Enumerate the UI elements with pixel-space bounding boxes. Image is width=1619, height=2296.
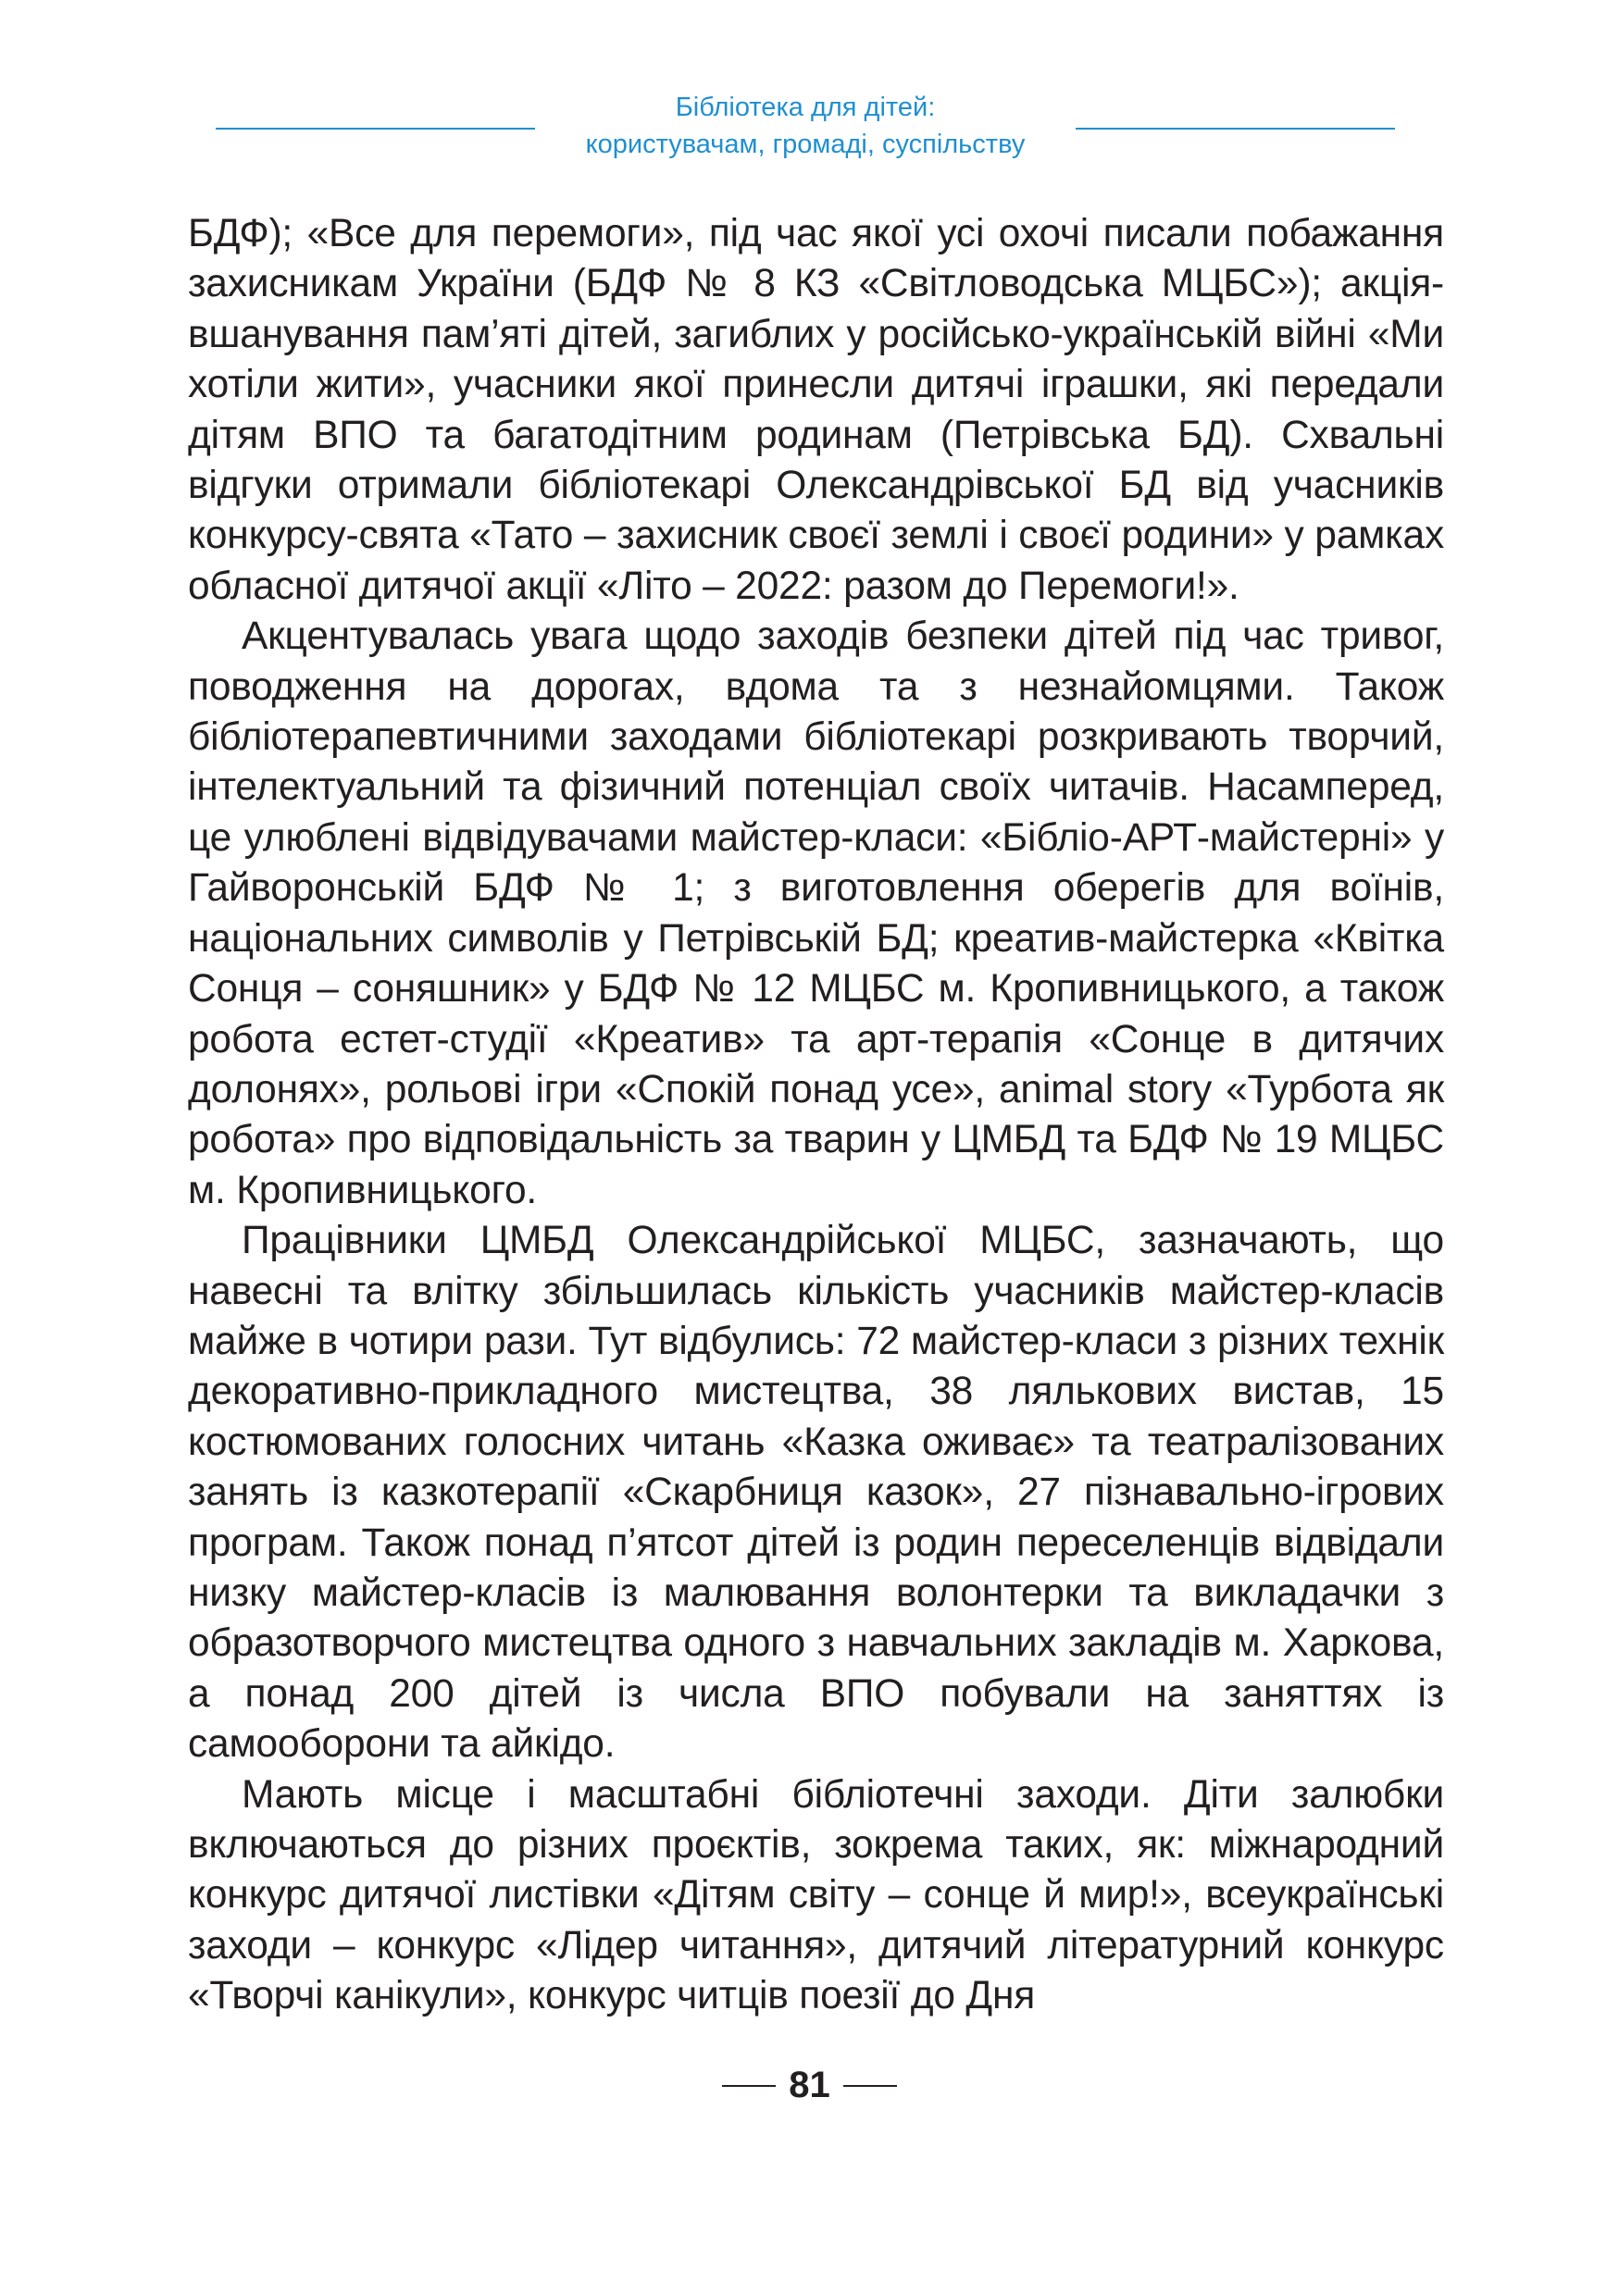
header-rule-right	[1076, 128, 1395, 130]
paragraph-4: Мають місце і масштабні бібліотечні заходи. Діти залюбки включаються до різних проєктів, зокрема таких, як: міжнародний конкурс дитячої листівки «Дітям світу – сонце й мир!», всеукраїнські заходи – конкурс «Лідер читання», дитячий літературний конкурс «Творчі канікули», конкурс читців поезії до Дня	[188, 1772, 1444, 2018]
paragraph-3: Працівники ЦМБД Олександрійської МЦБС, зазначають, що навесні та влітку збільшилась кількість учасників майстер-класів майже в чотири рази. Тут відбулись: 72 майстер-класи з різних технік декоративно-прикладного мистецтва, 38 лялькових вистав, 15 костюмованих голосних читань «Казка оживає» та театралізованих занять із казкотерапії «Скарбниця казок», 27 пізнавально-ігрових програм. Також понад п’ятсот дітей із родин переселенців відвідали низку майстер-класів із малювання волонтерки та викладачки з образотворчого мистецтва одного з навчальних закладів м. Харкова, а понад 200 дітей із числа ВПО побували на заняттях із самооборони та айкідо.	[188, 1219, 1444, 1767]
folio-rule-left	[722, 2085, 776, 2087]
running-header-title	[535, 89, 1076, 163]
running-header-line-2: користувачам, громаді, суспільству	[585, 130, 1026, 159]
page-number: 81	[789, 2065, 830, 2105]
running-header-line-1: Бібліотека для дітей:	[675, 93, 936, 122]
paragraph-1: БДФ); «Все для перемоги», під час якої усі охочі писали побажання захисникам України (БДФ № 8 КЗ «Світловодська МЦБС»); акція-вшанування пам’яті дітей, загиблих у російсько-українській війні «Ми хотіли жити», учасники якої принесли дитячі іграшки, які передали дітям ВПО та багатодітним родинам (Петрівська БД). Схвальні відгуки отримали бібліотекарі Олександрівської БД від учасників конкурсу-свята «Тато – захисник своєї землі і своєї родини» у рамках обласної дитячої акції «Літо – 2022: разом до Перемоги!».	[188, 212, 1444, 608]
paragraph-2: Акцентувалась увага щодо заходів безпеки дітей під час тривог, поводження на дорогах, вдома та з незнайомцями. Також бібліотерапевтичними заходами бібліотекарі розкривають творчий, інтелектуальний та фізичний потенціал своїх читачів. Насамперед, це улюблені відвідувачами майстер-класи: «Бібліо-АРТ-майстерні» у Гайворонській БДФ № 1; з виготовлення оберегів для воїнів, національних символів у Петрівській БД; креатив-майстерка «Квітка Сонця – соняшник» у БДФ № 12 МЦБС м. Кропивницького, а також робота естет-студії «Креатив» та арт-терапія «Сонце в дитячих долонях», рольові ігри «Спокій понад усе», animal story «Турбота як робота» про відповідальність за тварин у ЦМБД та БДФ № 19 МЦБС м. Кропивницького.	[188, 614, 1444, 1212]
body-text	[188, 209, 1444, 2022]
running-header	[0, 89, 1619, 172]
page-footer	[0, 2062, 1619, 2108]
header-rule-left	[216, 128, 535, 130]
folio-rule-right	[843, 2085, 897, 2087]
